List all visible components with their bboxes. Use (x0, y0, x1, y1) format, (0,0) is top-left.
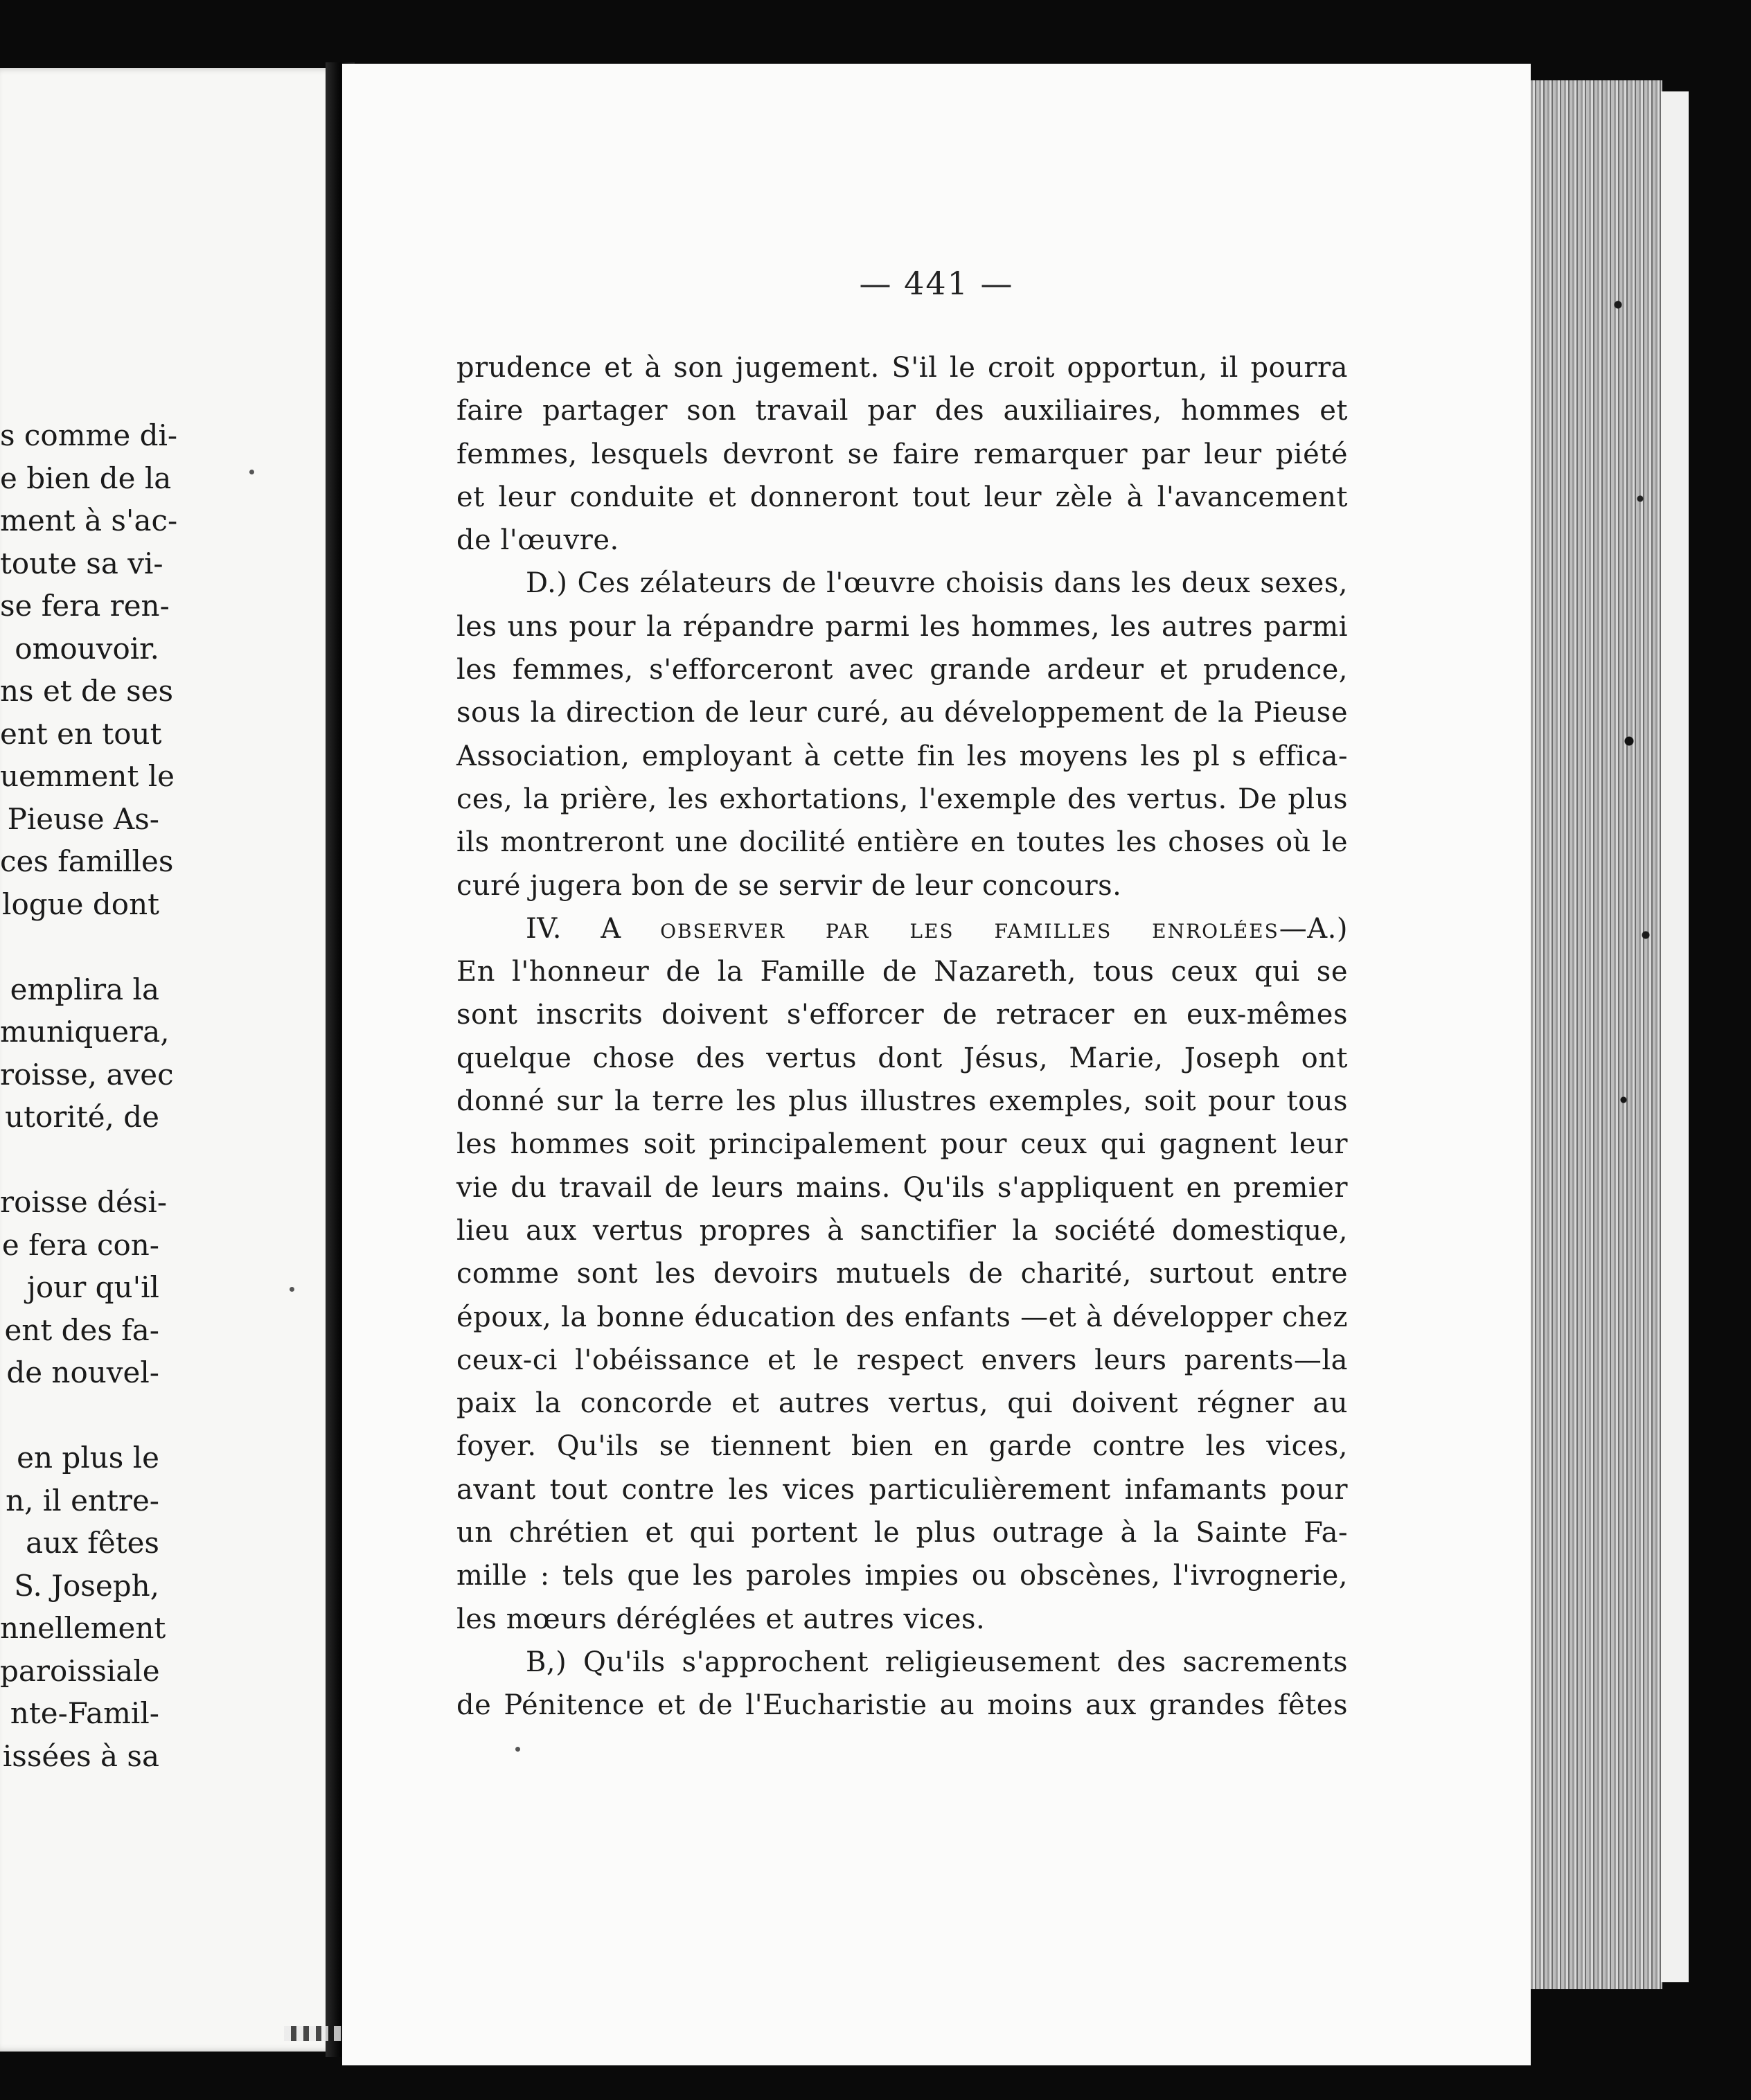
body-text-line: faire partager son travail par des auxiliaires, hommes et (456, 395, 1348, 427)
left-text-line (0, 925, 159, 968)
body-text-line: Association, employant à cette fin les moyens les pl s effica- (456, 740, 1348, 772)
left-text-line: ent en tout (0, 716, 162, 751)
body-text-line: prudence et à son jugement. S'il le croit opportun, il pourra (456, 352, 1348, 384)
left-text-line: logue dont (2, 887, 159, 921)
speck (249, 470, 254, 474)
body-text-line: foyer. Qu'ils se tiennent bien en garde contre les vices, (456, 1430, 1348, 1463)
body-text-line: de Pénitence et de l'Eucharistie au moins aux grandes fêtes (456, 1689, 1348, 1722)
left-text-line: roisse dési- (0, 1185, 168, 1219)
speck (290, 1287, 294, 1292)
body-text-line: comme sont les devoirs mutuels de charité, surtout entre (456, 1258, 1348, 1290)
body-text-line: les hommes soit principalement pour ceux qui gagnent leur (456, 1128, 1348, 1161)
body-text-line: femmes, lesquels devront se faire remarquer par leur piété (456, 438, 1348, 470)
body-text-line: D.) Ces zélateurs de l'œuvre choisis dans les deux sexes, (526, 567, 1348, 600)
left-text-line: s comme di- (0, 418, 178, 452)
body-text-line: avant tout contre les vices particulièrement infamants pour (456, 1473, 1348, 1506)
left-text-line: emplira la (10, 972, 159, 1006)
left-text-line: uemment le (0, 759, 175, 793)
body-text-line: ces, la prière, les exhortations, l'exemple des vertus. De plus (456, 783, 1348, 815)
cover-speckles (1607, 208, 1662, 1177)
body-text-line: mille : tels que les paroles impies ou obscènes, l'ivrognerie, (456, 1560, 1348, 1592)
left-text-line: aux fêtes (26, 1526, 159, 1560)
left-text-line: issées à sa (2, 1738, 159, 1773)
body-text-line: paix la concorde et autres vertus, qui doivent régner au (456, 1387, 1348, 1420)
left-text-line: jour qu'il (26, 1270, 159, 1304)
heading-title: observer par les familles enrolées (660, 912, 1279, 945)
body-text-line: curé jugera bon de se servir de leur concours. (456, 869, 1122, 902)
left-text-line (0, 1394, 159, 1437)
body-text-line: donné sur la terre les plus illustres exemples, soit pour tous (456, 1085, 1348, 1118)
left-text-line: n, il entre- (6, 1483, 159, 1518)
left-text-line: muniquera, (0, 1015, 170, 1049)
left-text-line: ment à s'ac- (0, 504, 178, 537)
page-number: — 441 — (859, 265, 1014, 302)
left-text-line: S. Joseph, (14, 1568, 159, 1603)
left-text-line: nnellement (0, 1611, 166, 1645)
speck (515, 1747, 520, 1752)
left-page (0, 68, 338, 2052)
left-text-line: toute sa vi- (0, 546, 163, 580)
left-text-line: ns et de ses (0, 674, 174, 708)
body-text-line: ceux-ci l'obéissance et le respect envers leurs parents—la (456, 1344, 1348, 1376)
body-text-line: En l'honneur de la Famille de Nazareth, tous ceux qui se (456, 956, 1348, 988)
body-text-line: vie du travail de leurs mains. Qu'ils s'appliquent en premier (456, 1171, 1348, 1204)
page-body-text (456, 346, 1348, 1727)
left-text-line: paroissiale (0, 1653, 160, 1688)
section-heading-line (456, 907, 1348, 950)
left-text-line: omouvoir. (15, 631, 159, 666)
heading-tail: —A.) (1279, 912, 1348, 945)
body-text-line: sont inscrits doivent s'efforcer de retracer en eux-mêmes (456, 999, 1348, 1031)
left-text-line: Pieuse As- (7, 801, 159, 836)
body-text-line: les femmes, s'efforceront avec grande ardeur et prudence, (456, 654, 1348, 686)
left-text-line: utorité, de (5, 1100, 159, 1134)
body-text-line: quelque chose des vertus dont Jésus, Marie, Joseph ont (456, 1042, 1348, 1074)
body-text-line: sous la direction de leur curé, au développement de la Pieuse (456, 697, 1348, 729)
left-text-line: ent des fa- (4, 1312, 159, 1347)
left-text-line: de nouvel- (6, 1355, 159, 1389)
left-text-line: ces familles (0, 844, 174, 878)
left-text-line (0, 1139, 159, 1182)
left-text-line: en plus le (17, 1441, 159, 1475)
right-page (342, 64, 1531, 2065)
body-text-line: et leur conduite et donneront tout leur zèle à l'avancement (456, 481, 1348, 513)
body-text-line: les uns pour la répandre parmi les hommes, les autres parmi (456, 610, 1348, 643)
body-text-line: B,) Qu'ils s'approchent religieusement des sacrements (526, 1646, 1348, 1678)
left-text-line: nte-Famil- (10, 1696, 159, 1730)
body-text-line: un chrétien et qui portent le plus outrage à la Sainte Fa- (456, 1517, 1348, 1549)
left-text-line: e bien de la (0, 461, 172, 495)
back-cover (1661, 91, 1689, 1982)
left-text-line: roisse, avec (0, 1057, 174, 1092)
body-text-line: de l'œuvre. (456, 524, 619, 557)
body-text-line: ils montreront une docilité entière en toutes les choses où le (456, 826, 1348, 859)
left-text-line: e fera con- (1, 1227, 159, 1262)
left-text-line: se fera ren- (0, 589, 170, 623)
heading-numeral: IV. A (526, 912, 661, 945)
body-text-line: époux, la bonne éducation des enfants —et à développer chez (456, 1301, 1348, 1333)
left-page-text (0, 414, 178, 1777)
body-text-line: les mœurs déréglées et autres vices. (456, 1603, 986, 1635)
body-text-line: lieu aux vertus propres à sanctifier la société domestique, (456, 1214, 1348, 1247)
